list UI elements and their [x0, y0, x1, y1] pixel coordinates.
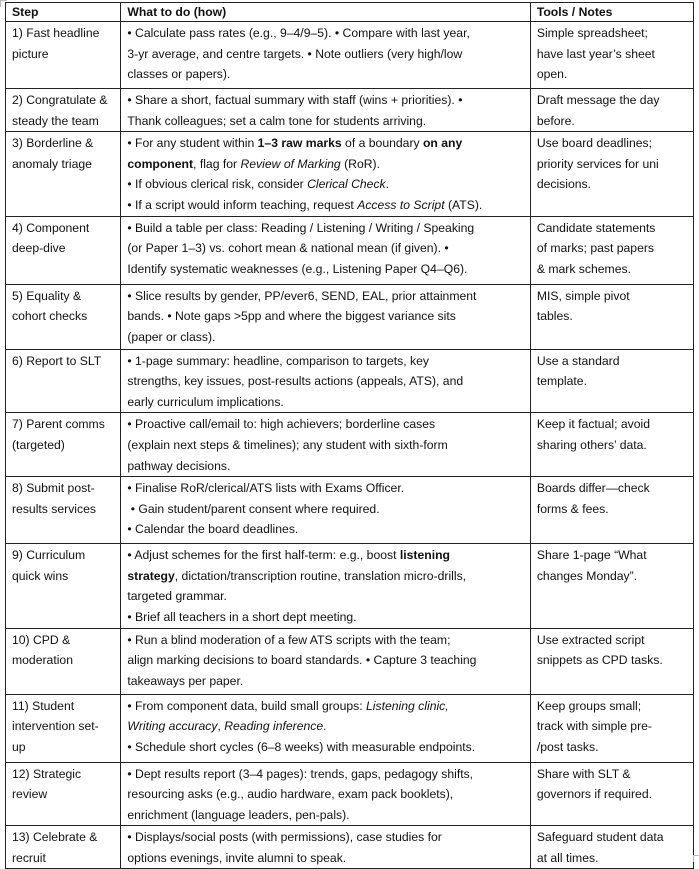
page-corner-mark-bottom-right: [693, 855, 699, 862]
table-row: [6, 349, 694, 413]
text-run: (paper or class).: [127, 329, 216, 344]
text-run: (RoR).: [340, 156, 380, 171]
text-run: align marking decisions to board standards. • Capture 3 teaching: [127, 653, 477, 668]
tools-notes-text-line: Share with SLT &: [536, 766, 631, 781]
what-to-do-text-line: [127, 716, 523, 737]
tools-notes-text-line: have last year’s sheet: [536, 46, 655, 61]
what-to-do-text-line: [127, 784, 523, 805]
what-to-do-text-line: [127, 478, 523, 499]
what-to-do-text-line: [127, 848, 523, 869]
tools-notes-text-line: forms & fees.: [536, 501, 609, 516]
table-body: [6, 22, 694, 869]
what-to-do-cell: [121, 694, 530, 762]
what-to-do-text-line: [127, 64, 523, 85]
what-to-do-cell: [121, 22, 530, 89]
what-to-do-text-line: [127, 435, 523, 456]
what-to-do-text-line: [127, 327, 523, 348]
step-cell: [6, 413, 121, 477]
text-run: • Run a blind moderation of a few ATS scripts with the team;: [127, 632, 451, 647]
text-run: classes or papers).: [127, 67, 231, 82]
table-header-row: [6, 3, 694, 22]
tools-notes-text-line: & mark schemes.: [536, 261, 631, 276]
what-to-do-cell: [121, 216, 530, 284]
table-row: [6, 544, 694, 628]
text-run: • 1-page summary: headline, comparison to targets, key: [127, 353, 430, 368]
step-text-line: (targeted): [12, 437, 65, 452]
table-row: [6, 89, 694, 132]
text-run: (or Paper 1–3) vs. cohort mean & national mean (if given). •: [127, 241, 449, 256]
step-cell: [6, 89, 121, 132]
text-run: • From component data, build small groups:: [127, 698, 367, 713]
step-cell: [6, 694, 121, 762]
text-run: • Schedule short cycles (6–8 weeks) with measurable endpoints.: [127, 739, 476, 754]
step-text-line: 4) Component: [12, 220, 90, 235]
step-cell: [6, 477, 121, 544]
step-text-line: 11) Student: [12, 698, 75, 713]
tools-notes-text-line: Use a standard: [536, 353, 620, 368]
text-run: of a boundary: [341, 136, 423, 151]
tools-notes-cell: [530, 216, 693, 284]
tools-notes-cell: [530, 477, 693, 544]
tools-notes-text-line: Share 1-page “What: [536, 548, 647, 563]
tools-notes-text-line: Draft message the day: [536, 93, 660, 107]
text-run: • Gain student/parent consent where required.: [127, 501, 380, 516]
header-step: Step: [6, 3, 121, 22]
what-to-do-text-line: [127, 696, 523, 717]
tools-notes-cell: [530, 544, 693, 628]
what-to-do-text-line: [127, 371, 523, 392]
text-run: • Finalise RoR/clerical/ATS lists with Exams Officer.: [127, 481, 405, 496]
text-run: • For any student within: [127, 136, 258, 151]
step-text-line: cohort checks: [12, 309, 88, 324]
post-results-action-table: [5, 2, 694, 869]
tools-notes-text-line: /post tasks.: [536, 739, 599, 754]
what-to-do-cell: [121, 544, 530, 628]
what-to-do-text-line: [127, 259, 523, 280]
what-to-do-text-line: [127, 174, 523, 195]
table-row: [6, 284, 694, 349]
what-to-do-text-line: [127, 456, 523, 477]
tools-notes-text-line: Use extracted script: [536, 632, 645, 647]
tools-notes-cell: [530, 132, 693, 216]
what-to-do-text-line: [127, 630, 523, 651]
what-to-do-text-line: [127, 671, 523, 692]
bold-text: 1–3 raw marks: [257, 136, 342, 151]
tools-notes-text-line: Safeguard student data: [536, 830, 664, 845]
tools-notes-cell: [530, 762, 693, 826]
table-row: [6, 22, 694, 89]
tools-notes-cell: [530, 628, 693, 694]
step-cell: [6, 284, 121, 349]
step-cell: [6, 216, 121, 284]
step-cell: [6, 826, 121, 869]
what-to-do-text-line: [127, 650, 523, 671]
tools-notes-cell: [530, 694, 693, 762]
what-to-do-cell: [121, 477, 530, 544]
text-run: pathway decisions.: [127, 458, 231, 473]
what-to-do-cell: [121, 284, 530, 349]
what-to-do-cell: [121, 628, 530, 694]
what-to-do-text-line: [127, 351, 523, 372]
tools-notes-text-line: before.: [536, 113, 575, 128]
step-text-line: 3) Borderline &: [12, 136, 94, 151]
tools-notes-text-line: Candidate statements: [536, 220, 656, 235]
step-text-line: deep-dive: [12, 241, 66, 256]
step-text-line: 7) Parent comms: [12, 417, 105, 432]
table-row: [6, 826, 694, 869]
step-text-line: anomaly triage: [12, 156, 92, 171]
bold-text: component: [127, 156, 194, 171]
what-to-do-text-line: [127, 499, 523, 520]
what-to-do-text-line: [127, 545, 523, 566]
text-run: • Share a short, factual summary with staff (wins + priorities). •: [127, 93, 463, 107]
step-text-line: 10) CPD &: [12, 632, 71, 647]
step-text-line: picture: [12, 46, 49, 61]
text-run: resourcing asks (e.g., audio hardware, exam pack booklets),: [127, 787, 454, 802]
tools-notes-text-line: Use board deadlines;: [536, 136, 653, 151]
tools-notes-text-line: Keep groups small;: [536, 698, 642, 713]
tools-notes-cell: [530, 22, 693, 89]
tools-notes-text-line: open.: [536, 67, 568, 82]
what-to-do-cell: [121, 349, 530, 413]
text-run: bands. • Note gaps >5pp and where the biggest variance sits: [127, 309, 456, 324]
text-run: , dictation/transcription routine, translation micro-drills,: [174, 568, 467, 583]
table-row: [6, 762, 694, 826]
step-text-line: moderation: [12, 653, 73, 668]
step-text-line: steady the team: [12, 113, 99, 128]
what-to-do-text-line: [127, 44, 523, 65]
text-run: • Calendar the board deadlines.: [127, 522, 299, 537]
italic-text: Access to Script: [357, 197, 445, 212]
what-to-do-text-line: [127, 195, 523, 216]
tools-notes-text-line: of marks; past papers: [536, 241, 655, 256]
what-to-do-text-line: [127, 566, 523, 587]
what-to-do-cell: [121, 762, 530, 826]
tools-notes-text-line: governors if required.: [536, 787, 652, 802]
tools-notes-text-line: priority services for uni: [536, 156, 659, 171]
step-text-line: 8) Submit post-: [12, 481, 95, 496]
what-to-do-cell: [121, 89, 530, 132]
table-row: [6, 628, 694, 694]
text-run: ,: [217, 719, 225, 734]
tools-notes-cell: [530, 284, 693, 349]
what-to-do-text-line: [127, 23, 523, 44]
text-run: • If obvious clerical risk, consider: [127, 177, 308, 192]
tools-notes-text-line: snippets as CPD tasks.: [536, 653, 663, 668]
text-run: • Brief all teachers in a short dept meeting.: [127, 609, 357, 624]
header-what-to-do: What to do (how): [121, 3, 530, 22]
what-to-do-text-line: [127, 586, 523, 607]
step-text-line: up: [12, 739, 26, 754]
text-run: strengths, key issues, post-results actions (appeals, ATS), and: [127, 374, 464, 389]
what-to-do-text-line: [127, 737, 523, 758]
tools-notes-cell: [530, 349, 693, 413]
table-row: [6, 477, 694, 544]
text-run: • Displays/social posts (with permissions), case studies for: [127, 830, 442, 845]
what-to-do-text-line: [127, 238, 523, 259]
text-run: .: [323, 719, 327, 734]
tools-notes-text-line: Boards differ—check: [536, 481, 650, 496]
what-to-do-text-line: [127, 133, 523, 154]
text-run: enrichment (language leaders, pen-pals).: [127, 807, 350, 822]
step-text-line: review: [12, 787, 48, 802]
tools-notes-cell: [530, 826, 693, 869]
step-text-line: 5) Equality &: [12, 288, 82, 303]
step-text-line: results services: [12, 501, 96, 516]
tools-notes-text-line: decisions.: [536, 177, 592, 192]
what-to-do-text-line: [127, 805, 523, 826]
step-text-line: intervention set-: [12, 719, 99, 734]
text-run: • Proactive call/email to: high achievers; borderline cases: [127, 417, 436, 432]
text-run: (explain next steps & timelines); any student with sixth-form: [127, 437, 448, 452]
what-to-do-text-line: [127, 306, 523, 327]
table-row: [6, 216, 694, 284]
what-to-do-text-line: [127, 519, 523, 540]
italic-text: Review of Marking: [240, 156, 341, 171]
step-cell: [6, 22, 121, 89]
bold-text: listening: [399, 548, 450, 563]
what-to-do-cell: [121, 826, 530, 869]
text-run: .: [385, 177, 390, 192]
step-text-line: quick wins: [12, 568, 69, 583]
step-text-line: 12) Strategic: [12, 766, 82, 781]
what-to-do-text-line: [127, 218, 523, 239]
step-cell: [6, 628, 121, 694]
step-cell: [6, 544, 121, 628]
step-text-line: 6) Report to SLT: [12, 353, 102, 368]
text-run: • Build a table per class: Reading / Listening / Writing / Speaking: [127, 220, 475, 235]
what-to-do-text-line: [127, 827, 523, 848]
bold-text: on any: [422, 136, 463, 151]
text-run: • Adjust schemes for the first half-term: e.g., boost: [127, 548, 400, 563]
italic-text: Writing accuracy: [127, 719, 218, 734]
what-to-do-text-line: [127, 286, 523, 307]
what-to-do-text-line: [127, 764, 523, 785]
what-to-do-text-line: [127, 392, 523, 413]
tools-notes-text-line: changes Monday”.: [536, 568, 638, 583]
step-text-line: 13) Celebrate &: [12, 830, 98, 845]
what-to-do-text-line: [127, 607, 523, 628]
what-to-do-text-line: [127, 154, 523, 175]
text-run: early curriculum implications.: [127, 394, 284, 409]
tools-notes-text-line: tables.: [536, 309, 573, 324]
tools-notes-text-line: track with simple pre-: [536, 719, 652, 734]
text-run: (ATS).: [444, 197, 483, 212]
what-to-do-text-line: [127, 90, 523, 111]
step-text-line: recruit: [12, 850, 46, 865]
tools-notes-text-line: MIS, simple pivot: [536, 288, 630, 303]
what-to-do-text-line: [127, 111, 523, 132]
step-cell: [6, 349, 121, 413]
step-text-line: 9) Curriculum: [12, 548, 86, 563]
tools-notes-text-line: Keep it factual; avoid: [536, 417, 650, 432]
italic-text: Reading inference: [224, 719, 324, 734]
text-run: • Calculate pass rates (e.g., 9–4/9–5). • Compare with last year,: [127, 26, 470, 40]
header-tools-notes: Tools / Notes: [530, 3, 693, 22]
what-to-do-text-line: [127, 414, 523, 435]
table-row: [6, 132, 694, 216]
text-run: , flag for: [193, 156, 241, 171]
text-run: options evenings, invite alumni to speak.: [127, 850, 347, 865]
tools-notes-text-line: template.: [536, 374, 587, 389]
tools-notes-text-line: at all times.: [536, 850, 599, 865]
step-cell: [6, 762, 121, 826]
text-run: • Dept results report (3–4 pages): trends, gaps, pedagogy shifts,: [127, 766, 474, 781]
text-run: targeted grammar.: [127, 589, 227, 604]
text-run: Identify systematic weaknesses (e.g., Listening Paper Q4–Q6).: [127, 261, 468, 276]
tools-notes-cell: [530, 89, 693, 132]
text-run: • If a script would inform teaching, request: [127, 197, 358, 212]
bold-text: strategy: [127, 568, 175, 583]
table-row: [6, 694, 694, 762]
tools-notes-text-line: sharing others’ data.: [536, 437, 647, 452]
table-row: [6, 413, 694, 477]
text-run: 3-yr average, and centre targets. • Note outliers (very high/low: [127, 46, 463, 61]
italic-text: Clerical Check: [307, 177, 386, 192]
step-cell: [6, 132, 121, 216]
what-to-do-cell: [121, 413, 530, 477]
tools-notes-text-line: Simple spreadsheet;: [536, 26, 648, 40]
text-run: Thank colleagues; set a calm tone for students arriving.: [127, 113, 427, 128]
tools-notes-cell: [530, 413, 693, 477]
text-run: takeaways per paper.: [127, 673, 244, 688]
step-text-line: 1) Fast headline: [12, 26, 100, 40]
step-text-line: 2) Congratulate &: [12, 93, 108, 107]
text-run: • Slice results by gender, PP/ever6, SEND, EAL, prior attainment: [127, 288, 477, 303]
what-to-do-cell: [121, 132, 530, 216]
italic-text: Listening clinic,: [366, 698, 449, 713]
